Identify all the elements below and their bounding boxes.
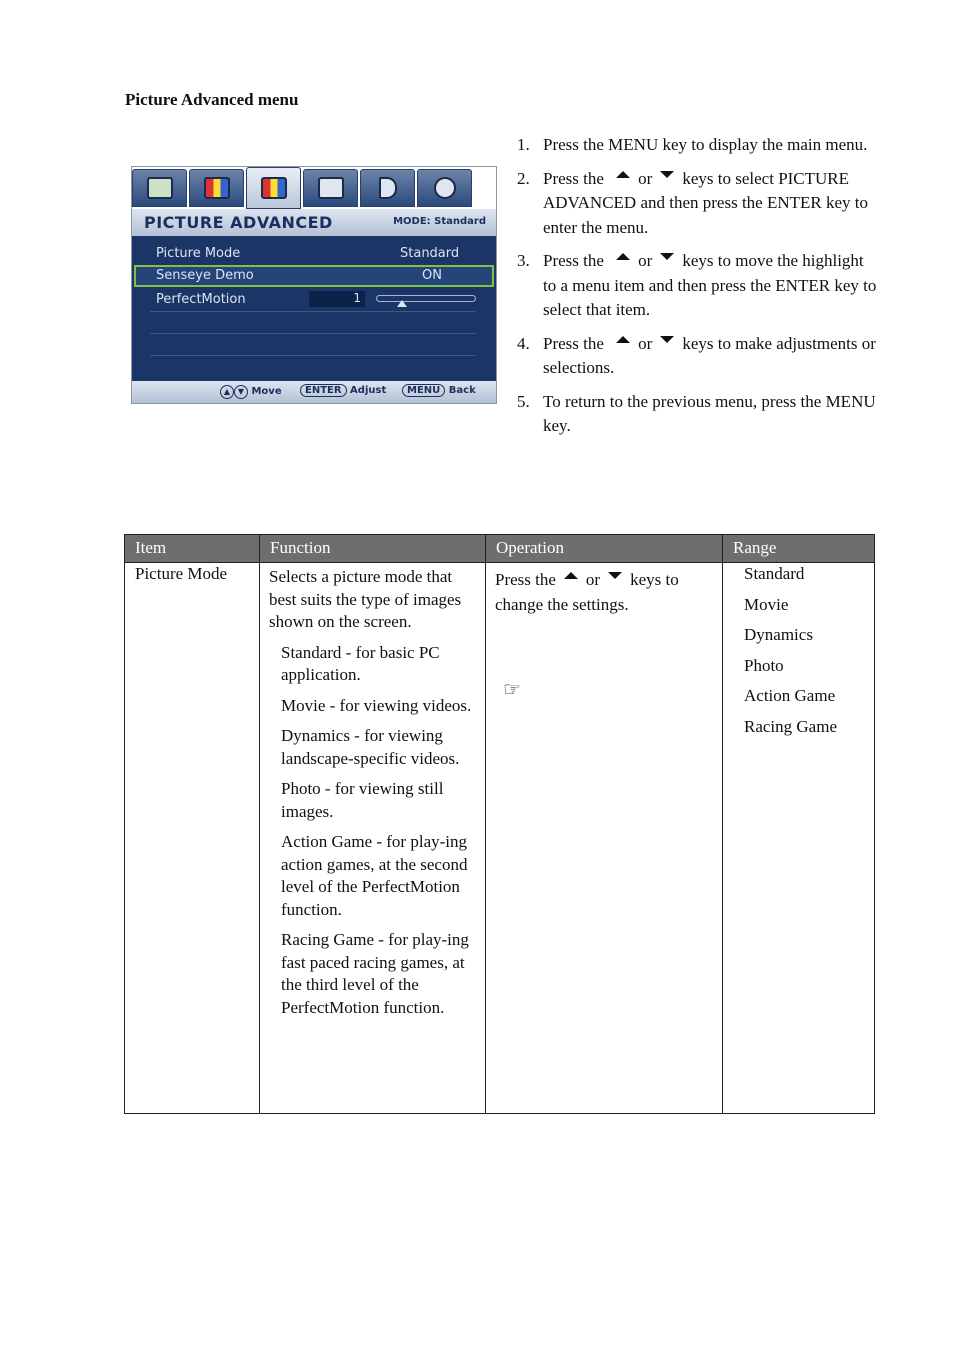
down-arrow-icon bbox=[660, 253, 674, 260]
osd-row-value: Standard bbox=[400, 246, 460, 261]
range-item: Standard bbox=[744, 564, 805, 583]
step-1: 1. Press the MENU key to display the main menu. bbox=[517, 135, 868, 154]
perfectmotion-slider bbox=[376, 295, 476, 302]
steps-list bbox=[517, 133, 877, 448]
range-item: Photo bbox=[744, 655, 784, 675]
function-mode: Standard - for basic PC application. bbox=[281, 642, 440, 684]
cell-operation: Press the or keys to change the settings. bbox=[495, 570, 679, 614]
picture-advanced-icon bbox=[246, 167, 301, 209]
function-mode: Dynamics - for viewing landscape-specific videos. bbox=[281, 726, 460, 768]
function-mode: Movie - for viewing videos. bbox=[281, 695, 472, 715]
osd-title: PICTURE ADVANCED bbox=[144, 213, 333, 232]
osd-footer bbox=[132, 381, 496, 403]
osd-footer-adjust: ENTER Adjust bbox=[300, 385, 386, 396]
pip-icon bbox=[303, 169, 358, 207]
cell-function bbox=[269, 566, 479, 1027]
range-item: Action Game bbox=[744, 686, 836, 705]
table-header bbox=[125, 535, 874, 562]
up-arrow-icon bbox=[616, 171, 630, 178]
range-item: Movie bbox=[744, 594, 789, 614]
osd-footer-back: MENU Back bbox=[402, 385, 476, 396]
down-arrow-icon bbox=[660, 171, 674, 178]
pointing-hand-icon: ☞ bbox=[503, 679, 521, 701]
section-title: Picture Advanced menu bbox=[125, 90, 299, 109]
osd-row-value: ON bbox=[422, 268, 442, 283]
osd-mode-label: MODE: Standard bbox=[393, 216, 486, 227]
step-3: 3. Press the or keys to move the highlight to a menu item and then press the ENTER key to select that item. bbox=[517, 251, 877, 319]
system-icon bbox=[417, 169, 472, 207]
osd-divider bbox=[150, 333, 476, 334]
perfectmotion-slider-knob bbox=[397, 300, 407, 307]
osd-row-label: Senseye Demo bbox=[156, 268, 254, 283]
function-mode: Racing Game - for play-ing fast paced racing games, at the third level of the PerfectMotion function. bbox=[281, 930, 469, 1017]
down-arrow-icon bbox=[660, 336, 674, 343]
osd-divider bbox=[150, 355, 476, 356]
picture-icon bbox=[189, 169, 244, 207]
osd-screenshot bbox=[131, 166, 497, 404]
header-function: Function bbox=[270, 538, 331, 557]
function-mode: Photo - for viewing still images. bbox=[281, 779, 444, 821]
display-icon bbox=[132, 169, 187, 207]
header-item: Item bbox=[135, 538, 167, 557]
function-intro: Selects a picture mode that best suits the type of images shown on the screen. bbox=[269, 567, 462, 631]
table-column-divider bbox=[722, 535, 723, 1113]
table-column-divider bbox=[259, 535, 260, 1113]
up-arrow-icon: ▲ bbox=[220, 385, 234, 399]
up-arrow-icon bbox=[616, 336, 630, 343]
picture-advanced-table bbox=[124, 534, 875, 1114]
table-column-divider bbox=[485, 535, 486, 1113]
range-item: Racing Game bbox=[744, 716, 837, 736]
up-arrow-icon bbox=[616, 253, 630, 260]
osd-row-senseye-demo bbox=[134, 265, 494, 287]
osd-divider bbox=[150, 311, 476, 312]
osd-row-label: Picture Mode bbox=[156, 246, 241, 261]
osd-row-label: PerfectMotion bbox=[156, 292, 246, 307]
osd-footer-move: ▲ ▼ Move bbox=[220, 385, 282, 399]
cell-range bbox=[744, 563, 869, 746]
up-arrow-icon bbox=[564, 572, 578, 579]
osd-tab-bar bbox=[132, 167, 496, 209]
header-operation: Operation bbox=[496, 538, 564, 557]
step-2: 2. Press the or keys to select PICTURE ADVANCED and then press the ENTER key to enter the menu. bbox=[517, 168, 869, 237]
osd-header bbox=[132, 209, 496, 236]
perfectmotion-value: 1 bbox=[309, 291, 365, 307]
step-5: 5. To return to the previous menu, press the MENU key. bbox=[517, 391, 876, 435]
down-arrow-icon bbox=[608, 572, 622, 579]
range-item: Dynamics bbox=[744, 625, 813, 644]
function-mode: Action Game - for play-ing action games, at the second level of the PerfectMotion function. bbox=[281, 832, 468, 919]
step-4: 4. Press the or keys to make adjustments or selections. bbox=[517, 333, 876, 377]
down-arrow-icon: ▼ bbox=[234, 385, 248, 399]
cell-item: Picture Mode bbox=[135, 564, 228, 583]
audio-icon bbox=[360, 169, 415, 207]
header-range: Range bbox=[733, 538, 777, 557]
osd-row-picture-mode bbox=[134, 243, 494, 265]
